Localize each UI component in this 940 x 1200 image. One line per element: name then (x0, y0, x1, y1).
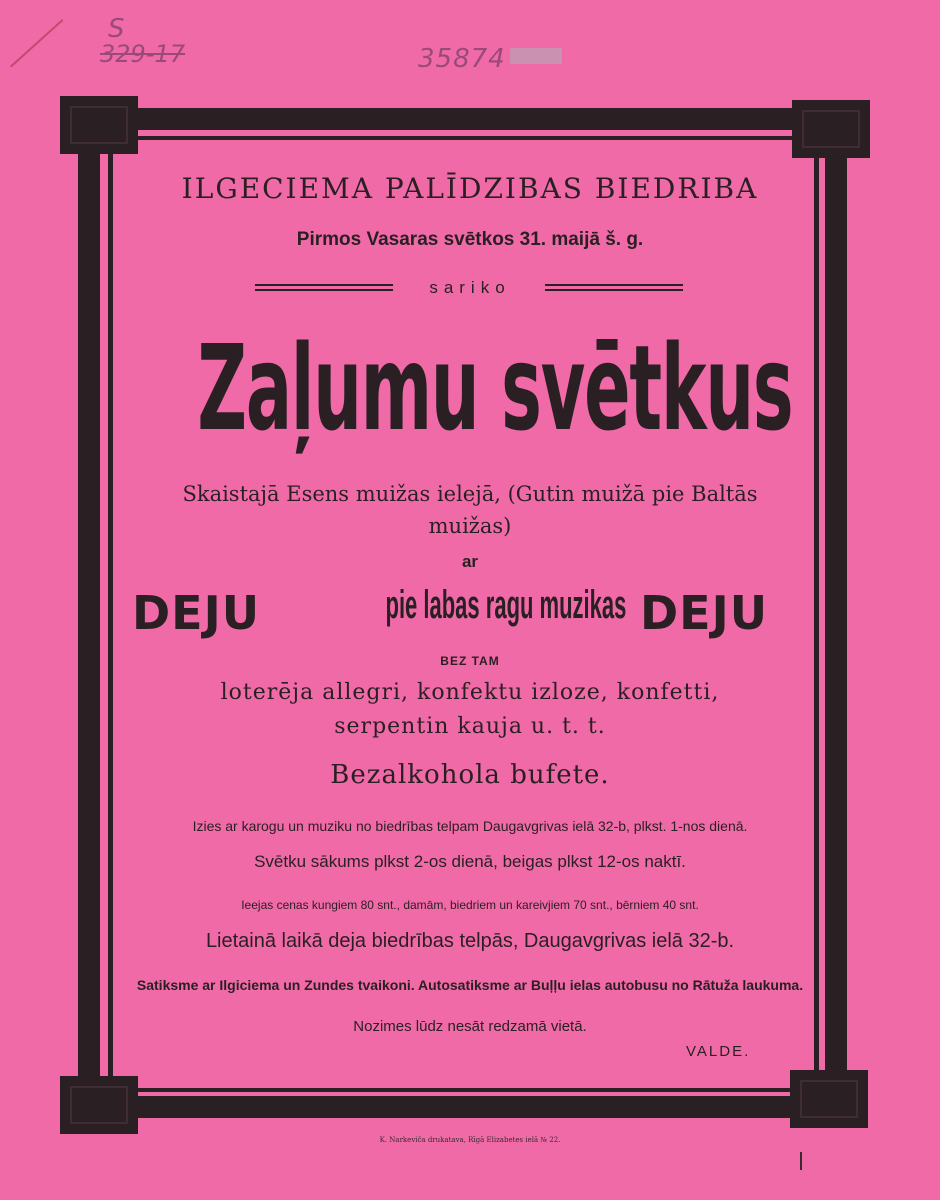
rain-venue-info: Lietainā laikā deja biedrības telpās, Daugavgrivas ielā 32-b. (205, 930, 735, 952)
sariko-label: sariko (429, 278, 511, 297)
double-rule-right (545, 284, 683, 291)
transport-info: Satiksme ar Ilgiciema un Zundes tvaikoni. Autosatiksme ar Buļļu ielas autobusu no Rātuža laukuma. (136, 977, 804, 993)
event-location: Skaistajā Esens muižas ielejā, (Gutin muižā pie Baltās muižas) (182, 482, 758, 538)
printer-imprint: K. Narkeviča drukatava, Rīgā Elizabetes ielā № 22. (379, 1136, 561, 1144)
deju-left: DEJU (132, 586, 261, 640)
handwritten-catalog-number: 329-17 (100, 40, 186, 68)
frame-bottom-bar (112, 1096, 822, 1118)
poster-subtitle: Pirmos Vasaras svētkos 31. maijā š. g. (296, 229, 644, 250)
frame-top-bar (112, 108, 822, 130)
deju-right: DEJU (640, 586, 769, 640)
frame-corner-bottom-right (790, 1070, 868, 1128)
double-rule-left (255, 284, 393, 291)
library-stamp (510, 48, 562, 64)
board-signature: VALDE. (686, 1043, 751, 1060)
music-line: pie labas ragu muzikas (385, 583, 627, 627)
handwritten-inventory-number: 35874 (418, 44, 506, 74)
frame-bottom-line (130, 1088, 810, 1092)
sariko-row (255, 276, 685, 302)
start-time-info: Svētku sākums plkst 2-os dienā, beigas plkst 12-os naktī. (254, 852, 686, 871)
bez-tam-label: BEZ TAM (440, 654, 500, 668)
frame-corner-bottom-left (60, 1076, 138, 1134)
frame-corner-top-right (792, 100, 870, 158)
badge-note: Nozimes lūdz nesāt redzamā vietā. (353, 1018, 587, 1035)
lottery-text: loterēja allegri, konfektu izloze, konfetti, serpentin kauja u. t. t. (220, 680, 720, 739)
poster-title: ILGECIEMA PALĪDZIBAS BIEDRIBA (181, 172, 759, 205)
main-headline: Zaļumu svētkus (197, 319, 793, 457)
frame-top-line (130, 136, 810, 140)
procession-info: Izies ar karogu un muziku no biedrības telpam Daugavgrivas ielā 32-b, plkst. 1-nos dienā. (192, 818, 748, 834)
pencil-mark (10, 19, 63, 67)
bufete-text: Bezalkohola bufete. (330, 760, 610, 790)
handwritten-letter: S (108, 14, 125, 44)
margin-mark (800, 1152, 802, 1170)
frame-corner-top-left (60, 96, 138, 154)
ticket-prices: Ieejas cenas kungiem 80 snt., damām, biedriem un kareivjiem 70 snt., bērniem 40 snt. (241, 898, 699, 912)
ar-label: ar (461, 552, 479, 571)
